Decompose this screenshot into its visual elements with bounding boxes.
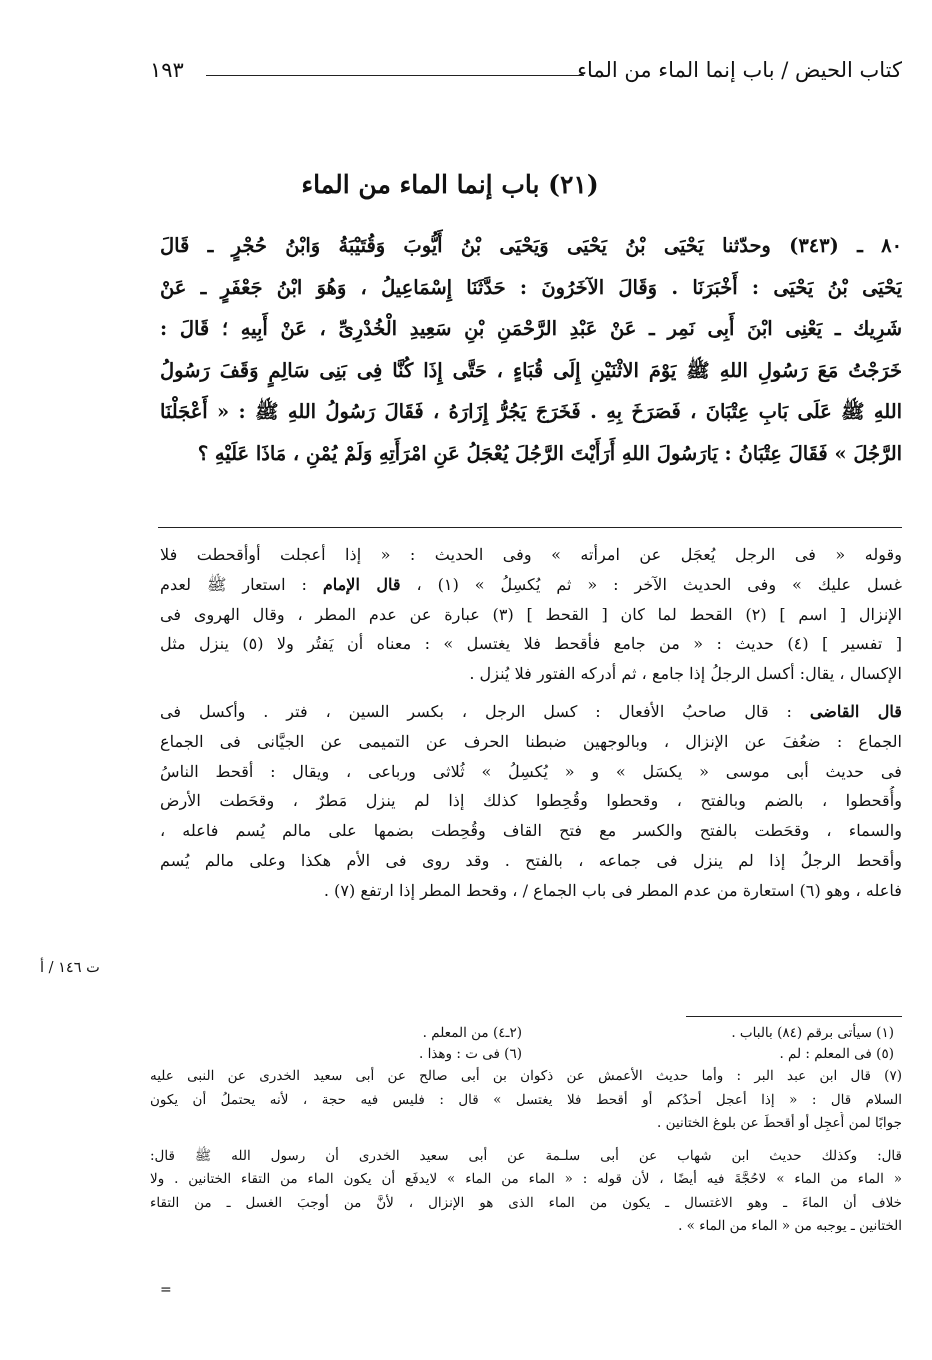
hadith-text bbox=[160, 225, 902, 474]
footnote: (١) سيأتى برقم (٨٤) بالباب . bbox=[731, 1025, 894, 1041]
footnotes bbox=[150, 1023, 902, 1239]
footnote-line: الختانين ـ يوجبه من « الماء من الماء » . bbox=[678, 1218, 902, 1234]
speaker-label: قال الإمام bbox=[322, 574, 401, 594]
footnote-line: « الماء من الماء » لاحُجَّةَ فيه أيضًا ، لأن قوله : « الماء من الماء » لايدفَع أن يكون الماء من التقاء الختانين . ولا bbox=[150, 1171, 902, 1187]
commentary-line: الجماع : ضعُفَ عن الإنزال ، وبالوجهين ضبطنا الحرف عن التميمى عن الجيَّانى فى الجماع bbox=[160, 731, 902, 751]
hadith-line: خَرَجْتُ مَعَ رَسُولِ اللهِ ﷺ يَوْمَ الاثْنَيْنِ إِلَى قُبَاءٍ ، حَتَّى إِذَا كُنَّا فِى بَنِى سَالِمٍ وَقَفَ رَسُولُ bbox=[160, 358, 902, 382]
hadith-line: يَحْيَى بْنُ يَحْيَى : أَخْبَرَنَا . وَقَالَ الآخَرُونَ : حَدَّثَنَا إِسْمَاعِيلُ ، وَهُوَ ابْنُ جَعْفَرٍ ـ عَنْ bbox=[160, 275, 902, 299]
footnote-line: خلاف أن الماءَ ـ وهو الاغتسال ـ يكون من الماء الذى هو الإنزال ، لأنَّ من أوجبَ الغسل ـ من التقاء bbox=[150, 1194, 902, 1211]
footnote-line: (٧) قال ابن عبد البر : وأما حديث الأعمش عن ذكوان بن أبى صالح عن أبى سعيد الخدرى عن النبى عليه bbox=[150, 1068, 902, 1084]
footnote: (٢ـ٤) من المعلم . bbox=[422, 1025, 522, 1041]
commentary-line: قال القاضى : قال صاحبُ الأفعال : كسل الرجل ، بكسر السين ، فتر . وأكسل فى bbox=[160, 701, 902, 721]
commentary-line: الإكسال ، يقال: أكسل الرجلُ إذا جامع ، ثم أدركه الفتور فلا يُنزل . bbox=[469, 664, 902, 684]
footnote-row bbox=[150, 1044, 902, 1065]
page-number: ١٩٣ bbox=[150, 58, 184, 82]
footnote-row bbox=[150, 1023, 902, 1044]
paragraph-gap bbox=[150, 1136, 902, 1145]
footnote: (٦) فى ت : وهذا . bbox=[419, 1046, 522, 1062]
hadith-line: ٨٠ ـ (٣٤٣) وحدّثنا يَحْيَى بْنُ يَحْيَى وَيَحْيَى بْنُ أَيُّوبَ وَقُتَيْبَةُ وَابْنُ حُجْرٍ ـ قَالَ bbox=[160, 234, 902, 257]
commentary-line: غسل عليك » وفى الحديث الآخر : « ثم يُكسِلُ » (١) ، قال الإمام : استعار ﷺ لعدم bbox=[160, 574, 902, 594]
commentary-line: وأُقحطوا ، بالضم وبالفتح ، وقحطوا وقُحِطوا كذلك إذا لم ينزل مَطرٌ ، وقحَطت الأرض bbox=[160, 791, 902, 811]
chapter-title: (٢١) باب إنما الماء من الماء bbox=[301, 170, 599, 199]
commentary-line: والسماء ، وقحَطت بالفتح والكسر مع فتح القاف وقُحِطت بضمها على مالم يُسم فاعله ، bbox=[160, 821, 902, 841]
header-rule bbox=[206, 75, 584, 76]
hadith-line: الرَّجُلَ » فَقَالَ عِتْبَانُ : يَارَسُولَ اللهِ أَرَأَيْتَ الرَّجُلَ يُعْجَلُ عَنِ امْرَأَتِهِ وَلَمْ يُمْنِ ، مَاذَا عَلَيْهِ ؟ bbox=[197, 441, 902, 465]
commentary-line: فاعله ، وهو (٦) استعارة من عدم المطر فى باب الجماع / ، وقحط المطر إذا ارتفع (٧) . bbox=[323, 880, 902, 900]
speaker-label: قال القاضى bbox=[809, 701, 902, 721]
commentary bbox=[160, 540, 902, 906]
running-header bbox=[150, 58, 902, 88]
hadith-line: شَرِيك ـ يَعْنِى ابْنَ أَبِى نَمِر ـ عَنْ عَبْدِ الرَّحْمَنِ بْنِ سَعِيدِ الْخُدْرِىِّ ، عَنْ أَبِيهِ ؛ قَالَ : bbox=[160, 317, 902, 340]
continuation-mark: = bbox=[160, 1282, 172, 1298]
commentary-line: فى حديث أبى موسى « يكسَل » و « يُكسِلُ » ثُلاثى ورباعى ، ويقال : أقحط الناسُ bbox=[160, 761, 902, 781]
commentary-line: وقوله « فى الرجل يُعجَل عن امرأته » وفى الحديث : « إذا أعجلت أوأقحطت فلا bbox=[160, 545, 902, 564]
text-commentary-divider bbox=[158, 527, 902, 528]
commentary-line: وأقحط الرجلُ إذا لم ينزل فى جماعه ، بالفتح . وقد روى فى الأم هكذا وعلى مالم يُسم bbox=[160, 850, 902, 870]
hadith-line: اللهِ ﷺ عَلَى بَابِ عِتْبَانَ ، فَصَرَخَ بِهِ . فَخَرَجَ يَجُرُّ إِزَارَهُ ، فَقَالَ رَسُولُ اللهِ ﷺ : « أَعْجَلْنَا bbox=[160, 400, 902, 423]
paragraph-gap bbox=[160, 689, 902, 697]
footnote: (٥) فى المعلم : لم . bbox=[779, 1046, 894, 1062]
footnote-rule bbox=[686, 1016, 902, 1017]
manuscript-folio-note: ت ١٤٦ / أ bbox=[40, 960, 100, 976]
commentary-line: [ تفسير ] (٤) حديث : « من جامع فأقحط فلا يغتسل » : معناه أن يَفتُر ولا (٥) ينزل مثل bbox=[160, 634, 902, 654]
footnote-line: جوابًا لمن أُعجِل أو أقحطَ عن بلوغ الختانين . bbox=[657, 1115, 902, 1131]
footnote-line: قال: وكذلك حديث ابن شهاب عن أبى سلـمة عن أبى سعيد الخدرى أن رسول الله ﷺ قال: bbox=[150, 1147, 902, 1164]
header-title: كتاب الحيض / باب إنما الماء من الماء bbox=[577, 58, 902, 82]
commentary-line: الإنزال [ اسم ] (٢) القحط لما كان [ القحط ] (٣) عبارة عن عدم المطر ، وقال الهروى فى bbox=[160, 604, 902, 624]
footnote-line: السلام قال : « إذا أعجل أحدُكم أو أقحط فلا يغتسل » قال : فليس فيه حجة ، لأنه يحتملُ أن يكون bbox=[150, 1091, 902, 1108]
footnote-7 bbox=[150, 1065, 902, 1239]
